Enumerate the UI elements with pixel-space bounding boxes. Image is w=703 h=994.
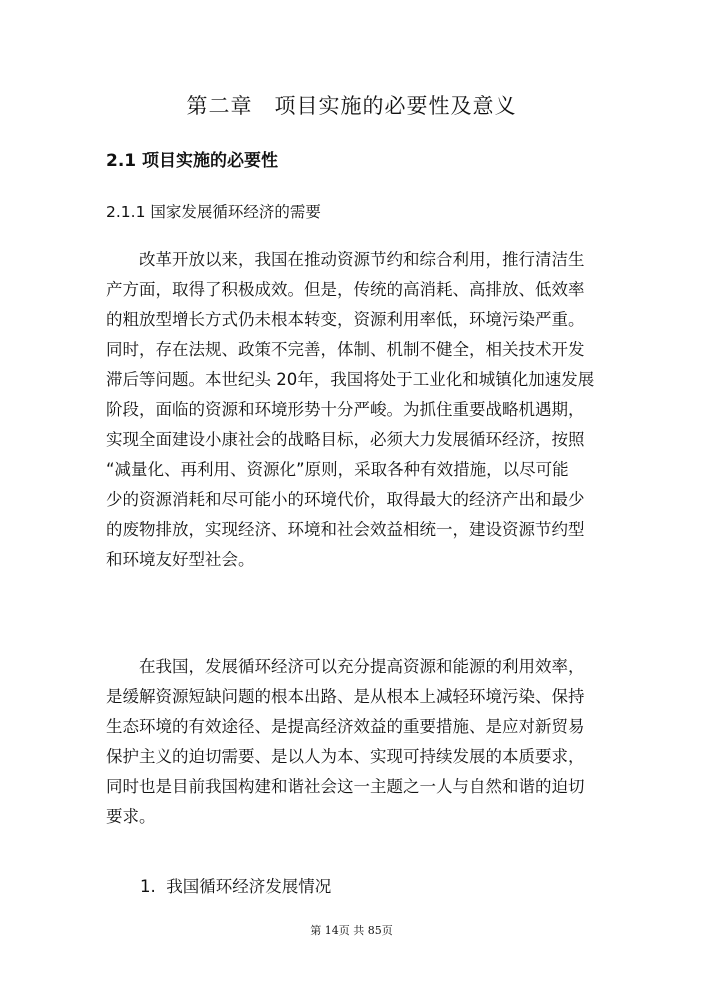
- list-item: 1. 我国循环经济发展情况: [140, 877, 332, 896]
- paragraph-2: [106, 652, 598, 832]
- paragraph-line: 生态环境的有效途径、是提高经济效益的重要措施、是应对新贸易: [106, 717, 585, 736]
- page-footer: 第 14页 共 85页: [310, 924, 393, 937]
- paragraph-line: 少的资源消耗和尽可能小的环境代价，取得最大的经济产出和最少: [106, 490, 585, 509]
- paragraph-line: 是缓解资源短缺问题的根本出路、是从根本上减轻环境污染、保持: [106, 687, 585, 706]
- paragraph-line: 和环境友好型社会。: [106, 550, 255, 569]
- paragraph-line: 要求。: [106, 807, 156, 826]
- paragraph-line: 改革开放以来，我国在推动资源节约和综合利用，推行清洁生: [139, 250, 585, 269]
- paragraph-1: [106, 245, 598, 575]
- chapter-title: 第二章 项目实施的必要性及意义: [186, 94, 517, 118]
- paragraph-line: 在我国，发展循环经济可以充分提高资源和能源的利用效率，: [139, 657, 585, 676]
- subsection-heading: 2.1.1 国家发展循环经济的需要: [106, 203, 321, 221]
- paragraph-line: 产方面，取得了积极成效。但是，传统的高消耗、高排放、低效率: [106, 280, 585, 299]
- paragraph-line: 同时也是目前我国构建和谐社会这一主题之一人与自然和谐的迫切: [106, 777, 585, 796]
- paragraph-line: 的废物排放，实现经济、环境和社会效益相统一，建设资源节约型: [106, 520, 585, 539]
- paragraph-line: 的粗放型增长方式仍未根本转变，资源利用率低，环境污染严重。: [106, 310, 585, 329]
- paragraph-line: 同时，存在法规、政策不完善，体制、机制不健全，相关技术开发: [106, 340, 585, 359]
- paragraph-line: 实现全面建设小康社会的战略目标，必须大力发展循环经济，按照: [106, 430, 585, 449]
- paragraph-line: 阶段，面临的资源和环境形势十分严峻。为抓住重要战略机遇期，: [106, 400, 585, 419]
- paragraph-line: 保护主义的迫切需要、是以人为本、实现可持续发展的本质要求，: [106, 747, 585, 766]
- paragraph-line: “减量化、再利用、资源化”原则，采取各种有效措施，以尽可能: [106, 460, 569, 479]
- section-heading: 2.1 项目实施的必要性: [106, 151, 279, 171]
- paragraph-line: 滞后等问题。本世纪头 20年，我国将处于工业化和城镇化加速发展: [106, 370, 595, 389]
